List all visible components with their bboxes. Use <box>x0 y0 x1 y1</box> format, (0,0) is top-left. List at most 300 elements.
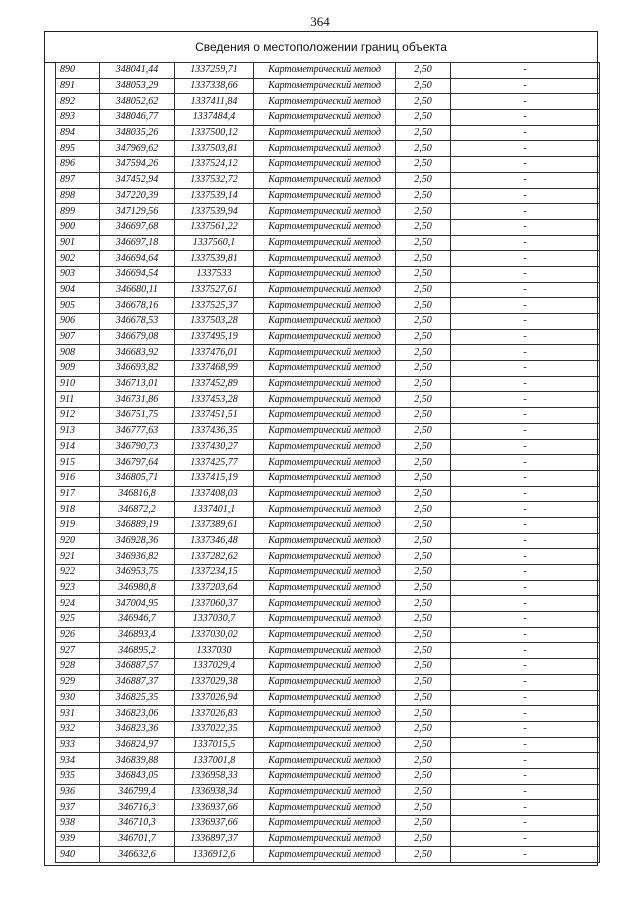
note-cell: - <box>451 486 600 502</box>
table-row <box>56 612 600 628</box>
method-cell: Картометрический метод <box>254 517 396 533</box>
x-coordinate: 346716,3 <box>100 800 175 816</box>
note-cell: - <box>451 78 600 94</box>
point-number: 895 <box>56 141 100 157</box>
table-row <box>56 282 600 298</box>
accuracy-cell: 2,50 <box>396 314 451 330</box>
method-cell: Картометрический метод <box>254 219 396 235</box>
table-row <box>56 800 600 816</box>
accuracy-cell: 2,50 <box>396 94 451 110</box>
y-coordinate: 1337030,7 <box>175 612 254 628</box>
point-number: 926 <box>56 627 100 643</box>
x-coordinate: 346679,08 <box>100 329 175 345</box>
x-coordinate: 346843,05 <box>100 768 175 784</box>
y-coordinate: 1337022,35 <box>175 721 254 737</box>
method-cell: Картометрический метод <box>254 329 396 345</box>
note-cell: - <box>451 470 600 486</box>
table-row <box>56 674 600 690</box>
note-cell: - <box>451 172 600 188</box>
x-coordinate: 346790,73 <box>100 439 175 455</box>
point-number: 931 <box>56 706 100 722</box>
point-number: 906 <box>56 314 100 330</box>
table-row <box>56 768 600 784</box>
y-coordinate: 1337408,03 <box>175 486 254 502</box>
note-cell: - <box>451 816 600 832</box>
accuracy-cell: 2,50 <box>396 392 451 408</box>
note-cell: - <box>451 266 600 282</box>
note-cell: - <box>451 612 600 628</box>
note-cell: - <box>451 690 600 706</box>
note-cell: - <box>451 361 600 377</box>
table-row <box>56 219 600 235</box>
y-coordinate: 1337561,22 <box>175 219 254 235</box>
x-coordinate: 347129,56 <box>100 204 175 220</box>
accuracy-cell: 2,50 <box>396 768 451 784</box>
method-cell: Картометрический метод <box>254 706 396 722</box>
table-row <box>56 204 600 220</box>
point-number: 925 <box>56 612 100 628</box>
table-row <box>56 361 600 377</box>
point-number: 930 <box>56 690 100 706</box>
x-coordinate: 346693,82 <box>100 361 175 377</box>
method-cell: Картометрический метод <box>254 690 396 706</box>
x-coordinate: 347220,39 <box>100 188 175 204</box>
x-coordinate: 347004,95 <box>100 596 175 612</box>
note-cell: - <box>451 784 600 800</box>
y-coordinate: 1337026,83 <box>175 706 254 722</box>
method-cell: Картометрический метод <box>254 188 396 204</box>
note-cell: - <box>451 800 600 816</box>
note-cell: - <box>451 188 600 204</box>
table-row <box>56 63 600 79</box>
table-row <box>56 172 600 188</box>
point-number: 935 <box>56 768 100 784</box>
point-number: 901 <box>56 235 100 251</box>
y-coordinate: 1337503,28 <box>175 314 254 330</box>
accuracy-cell: 2,50 <box>396 816 451 832</box>
note-cell: - <box>451 737 600 753</box>
accuracy-cell: 2,50 <box>396 659 451 675</box>
accuracy-cell: 2,50 <box>396 251 451 267</box>
table-row <box>56 329 600 345</box>
note-cell: - <box>451 580 600 596</box>
y-coordinate: 1337452,89 <box>175 376 254 392</box>
x-coordinate: 346777,63 <box>100 423 175 439</box>
point-number: 894 <box>56 125 100 141</box>
table-row <box>56 408 600 424</box>
table-row <box>56 110 600 126</box>
table-row <box>56 753 600 769</box>
method-cell: Картометрический метод <box>254 423 396 439</box>
method-cell: Картометрический метод <box>254 596 396 612</box>
note-cell: - <box>451 235 600 251</box>
x-coordinate: 346889,19 <box>100 517 175 533</box>
method-cell: Картометрический метод <box>254 816 396 832</box>
note-cell: - <box>451 502 600 518</box>
accuracy-cell: 2,50 <box>396 674 451 690</box>
y-coordinate: 1337029,38 <box>175 674 254 690</box>
x-coordinate: 346887,37 <box>100 674 175 690</box>
table-row <box>56 565 600 581</box>
x-coordinate: 346872,2 <box>100 502 175 518</box>
point-number: 937 <box>56 800 100 816</box>
method-cell: Картометрический метод <box>254 502 396 518</box>
point-number: 892 <box>56 94 100 110</box>
point-number: 922 <box>56 565 100 581</box>
table-row <box>56 298 600 314</box>
y-coordinate: 1336937,66 <box>175 800 254 816</box>
x-coordinate: 346895,2 <box>100 643 175 659</box>
method-cell: Картометрический метод <box>254 580 396 596</box>
y-coordinate: 1336938,34 <box>175 784 254 800</box>
y-coordinate: 1336912,6 <box>175 847 254 863</box>
y-coordinate: 1337500,12 <box>175 125 254 141</box>
x-coordinate: 346825,35 <box>100 690 175 706</box>
note-cell: - <box>451 376 600 392</box>
note-cell: - <box>451 282 600 298</box>
point-number: 896 <box>56 157 100 173</box>
y-coordinate: 1337203,64 <box>175 580 254 596</box>
method-cell: Картометрический метод <box>254 78 396 94</box>
table-row <box>56 596 600 612</box>
y-coordinate: 1337425,77 <box>175 455 254 471</box>
note-cell: - <box>451 596 600 612</box>
accuracy-cell: 2,50 <box>396 455 451 471</box>
note-cell: - <box>451 204 600 220</box>
x-coordinate: 346946,7 <box>100 612 175 628</box>
accuracy-cell: 2,50 <box>396 706 451 722</box>
accuracy-cell: 2,50 <box>396 78 451 94</box>
x-coordinate: 346694,64 <box>100 251 175 267</box>
method-cell: Картометрический метод <box>254 314 396 330</box>
point-number: 918 <box>56 502 100 518</box>
point-number: 939 <box>56 831 100 847</box>
y-coordinate: 1337430,27 <box>175 439 254 455</box>
y-coordinate: 1337001,8 <box>175 753 254 769</box>
y-coordinate: 1337468,99 <box>175 361 254 377</box>
x-coordinate: 346799,4 <box>100 784 175 800</box>
y-coordinate: 1337476,01 <box>175 345 254 361</box>
accuracy-cell: 2,50 <box>396 219 451 235</box>
note-cell: - <box>451 63 600 79</box>
accuracy-cell: 2,50 <box>396 737 451 753</box>
table-row <box>56 125 600 141</box>
point-number: 905 <box>56 298 100 314</box>
table-row <box>56 643 600 659</box>
method-cell: Картометрический метод <box>254 282 396 298</box>
table-row <box>56 816 600 832</box>
y-coordinate: 1337030,02 <box>175 627 254 643</box>
note-cell: - <box>451 674 600 690</box>
accuracy-cell: 2,50 <box>396 753 451 769</box>
x-coordinate: 346797,64 <box>100 455 175 471</box>
note-cell: - <box>451 141 600 157</box>
table-row <box>56 784 600 800</box>
point-number: 929 <box>56 674 100 690</box>
point-number: 916 <box>56 470 100 486</box>
x-coordinate: 346713,01 <box>100 376 175 392</box>
accuracy-cell: 2,50 <box>396 125 451 141</box>
point-number: 924 <box>56 596 100 612</box>
note-cell: - <box>451 94 600 110</box>
x-coordinate: 346697,68 <box>100 219 175 235</box>
x-coordinate: 346936,82 <box>100 549 175 565</box>
table-row <box>56 549 600 565</box>
method-cell: Картометрический метод <box>254 643 396 659</box>
method-cell: Картометрический метод <box>254 549 396 565</box>
table-row <box>56 94 600 110</box>
point-number: 891 <box>56 78 100 94</box>
method-cell: Картометрический метод <box>254 408 396 424</box>
y-coordinate: 1337527,61 <box>175 282 254 298</box>
y-coordinate: 1337415,19 <box>175 470 254 486</box>
table-row <box>56 690 600 706</box>
note-cell: - <box>451 157 600 173</box>
x-coordinate: 346694,54 <box>100 266 175 282</box>
note-cell: - <box>451 847 600 863</box>
accuracy-cell: 2,50 <box>396 470 451 486</box>
method-cell: Картометрический метод <box>254 831 396 847</box>
method-cell: Картометрический метод <box>254 345 396 361</box>
y-coordinate: 1337282,62 <box>175 549 254 565</box>
accuracy-cell: 2,50 <box>396 612 451 628</box>
y-coordinate: 1337539,94 <box>175 204 254 220</box>
x-coordinate: 346823,36 <box>100 721 175 737</box>
note-cell: - <box>451 455 600 471</box>
note-cell: - <box>451 549 600 565</box>
accuracy-cell: 2,50 <box>396 831 451 847</box>
method-cell: Картометрический метод <box>254 659 396 675</box>
accuracy-cell: 2,50 <box>396 690 451 706</box>
y-coordinate: 1337060,37 <box>175 596 254 612</box>
note-cell: - <box>451 627 600 643</box>
accuracy-cell: 2,50 <box>396 721 451 737</box>
accuracy-cell: 2,50 <box>396 580 451 596</box>
boundary-table-frame <box>44 31 598 866</box>
x-coordinate: 347594,26 <box>100 157 175 173</box>
x-coordinate: 346887,57 <box>100 659 175 675</box>
y-coordinate: 1337525,37 <box>175 298 254 314</box>
point-number: 898 <box>56 188 100 204</box>
y-coordinate: 1337338,66 <box>175 78 254 94</box>
note-cell: - <box>451 251 600 267</box>
y-coordinate: 1337389,61 <box>175 517 254 533</box>
x-coordinate: 346805,71 <box>100 470 175 486</box>
x-coordinate: 348052,62 <box>100 94 175 110</box>
point-number: 920 <box>56 533 100 549</box>
method-cell: Картометрический метод <box>254 63 396 79</box>
y-coordinate: 1336958,33 <box>175 768 254 784</box>
point-number: 932 <box>56 721 100 737</box>
method-cell: Картометрический метод <box>254 204 396 220</box>
method-cell: Картометрический метод <box>254 235 396 251</box>
accuracy-cell: 2,50 <box>396 329 451 345</box>
accuracy-cell: 2,50 <box>396 298 451 314</box>
note-cell: - <box>451 392 600 408</box>
note-cell: - <box>451 565 600 581</box>
method-cell: Картометрический метод <box>254 847 396 863</box>
accuracy-cell: 2,50 <box>396 517 451 533</box>
x-coordinate: 348035,26 <box>100 125 175 141</box>
point-number: 921 <box>56 549 100 565</box>
accuracy-cell: 2,50 <box>396 502 451 518</box>
y-coordinate: 1336937,66 <box>175 816 254 832</box>
table-row <box>56 251 600 267</box>
accuracy-cell: 2,50 <box>396 188 451 204</box>
x-coordinate: 347452,94 <box>100 172 175 188</box>
method-cell: Картометрический метод <box>254 439 396 455</box>
table-row <box>56 721 600 737</box>
point-number: 910 <box>56 376 100 392</box>
point-number: 919 <box>56 517 100 533</box>
method-cell: Картометрический метод <box>254 455 396 471</box>
table-row <box>56 392 600 408</box>
y-coordinate: 1337524,12 <box>175 157 254 173</box>
note-cell: - <box>451 753 600 769</box>
note-cell: - <box>451 831 600 847</box>
note-cell: - <box>451 706 600 722</box>
accuracy-cell: 2,50 <box>396 345 451 361</box>
x-coordinate: 346980,8 <box>100 580 175 596</box>
table-row <box>56 188 600 204</box>
x-coordinate: 346893,4 <box>100 627 175 643</box>
accuracy-cell: 2,50 <box>396 565 451 581</box>
point-number: 911 <box>56 392 100 408</box>
note-cell: - <box>451 110 600 126</box>
point-number: 903 <box>56 266 100 282</box>
x-coordinate: 346683,92 <box>100 345 175 361</box>
table-row <box>56 847 600 863</box>
x-coordinate: 346816,8 <box>100 486 175 502</box>
note-cell: - <box>451 314 600 330</box>
point-number: 890 <box>56 63 100 79</box>
y-coordinate: 1337234,15 <box>175 565 254 581</box>
table-row <box>56 659 600 675</box>
method-cell: Картометрический метод <box>254 470 396 486</box>
point-number: 899 <box>56 204 100 220</box>
y-coordinate: 1337495,19 <box>175 329 254 345</box>
x-coordinate: 348053,29 <box>100 78 175 94</box>
point-number: 933 <box>56 737 100 753</box>
note-cell: - <box>451 423 600 439</box>
table-row <box>56 141 600 157</box>
method-cell: Картометрический метод <box>254 298 396 314</box>
point-number: 912 <box>56 408 100 424</box>
method-cell: Картометрический метод <box>254 737 396 753</box>
x-coordinate: 346823,06 <box>100 706 175 722</box>
point-number: 908 <box>56 345 100 361</box>
y-coordinate: 1337533 <box>175 266 254 282</box>
accuracy-cell: 2,50 <box>396 110 451 126</box>
note-cell: - <box>451 345 600 361</box>
method-cell: Картометрический метод <box>254 674 396 690</box>
accuracy-cell: 2,50 <box>396 376 451 392</box>
table-row <box>56 627 600 643</box>
table-row <box>56 455 600 471</box>
x-coordinate: 346953,75 <box>100 565 175 581</box>
accuracy-cell: 2,50 <box>396 235 451 251</box>
accuracy-cell: 2,50 <box>396 800 451 816</box>
y-coordinate: 1336897,37 <box>175 831 254 847</box>
point-number: 914 <box>56 439 100 455</box>
table-row <box>56 831 600 847</box>
y-coordinate: 1337401,1 <box>175 502 254 518</box>
accuracy-cell: 2,50 <box>396 486 451 502</box>
table-row <box>56 439 600 455</box>
point-number: 909 <box>56 361 100 377</box>
x-coordinate: 346731,86 <box>100 392 175 408</box>
y-coordinate: 1337030 <box>175 643 254 659</box>
note-cell: - <box>451 329 600 345</box>
accuracy-cell: 2,50 <box>396 204 451 220</box>
accuracy-cell: 2,50 <box>396 408 451 424</box>
point-number: 915 <box>56 455 100 471</box>
boundary-points-table <box>55 62 600 863</box>
accuracy-cell: 2,50 <box>396 266 451 282</box>
y-coordinate: 1337539,81 <box>175 251 254 267</box>
point-number: 940 <box>56 847 100 863</box>
point-number: 913 <box>56 423 100 439</box>
method-cell: Картометрический метод <box>254 125 396 141</box>
note-cell: - <box>451 125 600 141</box>
accuracy-cell: 2,50 <box>396 549 451 565</box>
y-coordinate: 1337539,14 <box>175 188 254 204</box>
y-coordinate: 1337436,35 <box>175 423 254 439</box>
table-row <box>56 345 600 361</box>
method-cell: Картометрический метод <box>254 612 396 628</box>
y-coordinate: 1337026,94 <box>175 690 254 706</box>
method-cell: Картометрический метод <box>254 784 396 800</box>
y-coordinate: 1337259,71 <box>175 63 254 79</box>
accuracy-cell: 2,50 <box>396 63 451 79</box>
accuracy-cell: 2,50 <box>396 596 451 612</box>
table-row <box>56 314 600 330</box>
accuracy-cell: 2,50 <box>396 439 451 455</box>
method-cell: Картометрический метод <box>254 565 396 581</box>
y-coordinate: 1337029,4 <box>175 659 254 675</box>
table-title: Сведения о местоположении границ объекта <box>45 32 597 63</box>
accuracy-cell: 2,50 <box>396 847 451 863</box>
method-cell: Картометрический метод <box>254 361 396 377</box>
x-coordinate: 346824,97 <box>100 737 175 753</box>
note-cell: - <box>451 533 600 549</box>
accuracy-cell: 2,50 <box>396 282 451 298</box>
accuracy-cell: 2,50 <box>396 784 451 800</box>
table-row <box>56 706 600 722</box>
note-cell: - <box>451 439 600 455</box>
method-cell: Картометрический метод <box>254 721 396 737</box>
point-number: 928 <box>56 659 100 675</box>
point-number: 907 <box>56 329 100 345</box>
accuracy-cell: 2,50 <box>396 627 451 643</box>
accuracy-cell: 2,50 <box>396 643 451 659</box>
point-number: 900 <box>56 219 100 235</box>
method-cell: Картометрический метод <box>254 110 396 126</box>
note-cell: - <box>451 659 600 675</box>
x-coordinate: 346751,75 <box>100 408 175 424</box>
table-row <box>56 737 600 753</box>
accuracy-cell: 2,50 <box>396 141 451 157</box>
table-row <box>56 423 600 439</box>
x-coordinate: 346632,6 <box>100 847 175 863</box>
page-number: 364 <box>310 14 330 29</box>
point-number: 923 <box>56 580 100 596</box>
point-number: 934 <box>56 753 100 769</box>
method-cell: Картометрический метод <box>254 157 396 173</box>
note-cell: - <box>451 408 600 424</box>
accuracy-cell: 2,50 <box>396 157 451 173</box>
table-row <box>56 486 600 502</box>
